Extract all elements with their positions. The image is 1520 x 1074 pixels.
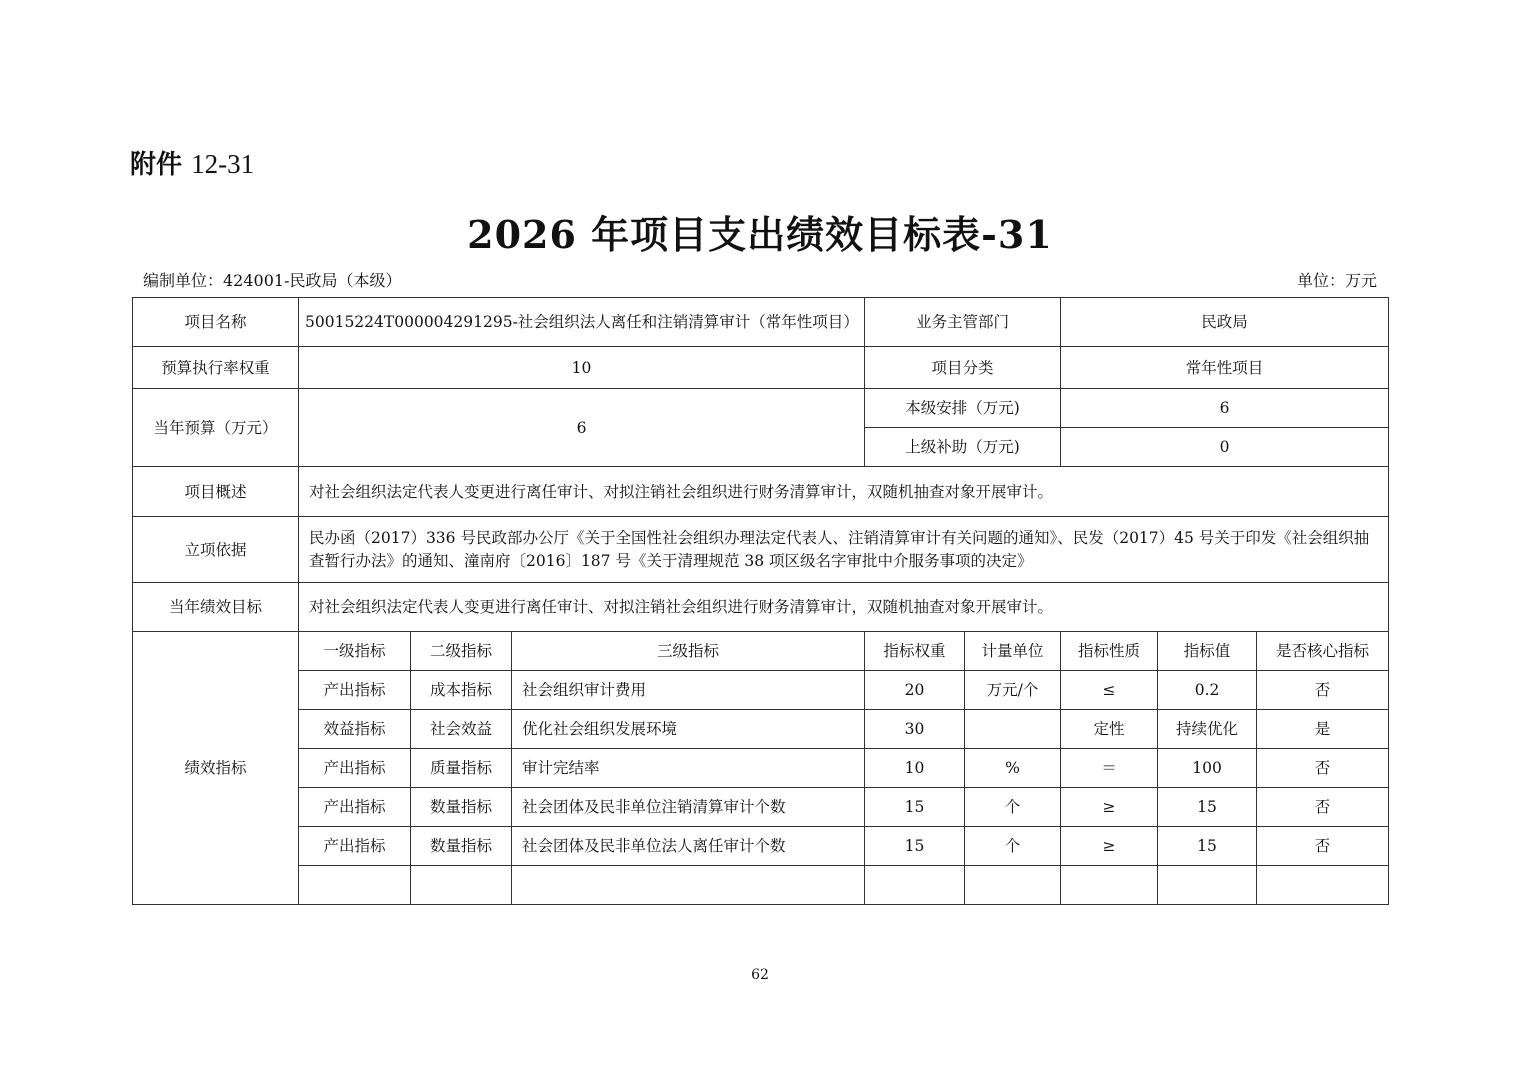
cell-level2: 社会效益 — [411, 710, 512, 749]
cell-core — [1257, 866, 1389, 905]
header-level2: 二级指标 — [411, 632, 512, 671]
cell-level1: 产出指标 — [299, 749, 411, 788]
cell-level1: 效益指标 — [299, 710, 411, 749]
cell-unit: 个 — [965, 827, 1061, 866]
cell-value: 持续优化 — [1158, 710, 1257, 749]
page-title: 2026 年项目支出绩效目标表-31 — [467, 212, 1053, 257]
cell-nature: ＝ — [1061, 749, 1158, 788]
weight-value: 10 — [299, 347, 865, 389]
cell-value: 15 — [1158, 788, 1257, 827]
cell-level2: 数量指标 — [411, 788, 512, 827]
page-number: 62 — [751, 967, 769, 983]
performance-table — [132, 297, 1389, 905]
table-row — [133, 710, 1389, 749]
local-label: 本级安排（万元) — [865, 389, 1061, 428]
cell-level3 — [512, 866, 865, 905]
indicator-header-row — [133, 632, 1389, 671]
attachment-number: 12-31 — [191, 149, 255, 179]
cell-level3: 社会组织审计费用 — [512, 671, 865, 710]
cell-core: 否 — [1257, 827, 1389, 866]
cell-level3: 审计完结率 — [512, 749, 865, 788]
cell-unit: 万元/个 — [965, 671, 1061, 710]
cell-core: 否 — [1257, 788, 1389, 827]
cell-level2 — [411, 866, 512, 905]
cell-weight: 20 — [865, 671, 965, 710]
header-weight: 指标权重 — [865, 632, 965, 671]
cell-nature: 定性 — [1061, 710, 1158, 749]
cell-level3: 优化社会组织发展环境 — [512, 710, 865, 749]
cell-unit — [965, 866, 1061, 905]
table-row — [133, 749, 1389, 788]
goal-value: 对社会组织法定代表人变更进行离任审计、对拟注销社会组织进行财务清算审计，双随机抽查对象开展审计。 — [299, 583, 1389, 632]
upper-label: 上级补助（万元) — [865, 428, 1061, 467]
cell-level1: 产出指标 — [299, 827, 411, 866]
header-level1: 一级指标 — [299, 632, 411, 671]
cell-level3: 社会团体及民非单位注销清算审计个数 — [512, 788, 865, 827]
cell-nature: ≤ — [1061, 671, 1158, 710]
dept-label: 业务主管部门 — [865, 298, 1061, 347]
cell-weight: 30 — [865, 710, 965, 749]
goal-label: 当年绩效目标 — [133, 583, 299, 632]
attachment-prefix: 附件 — [130, 150, 183, 180]
local-value: 6 — [1061, 389, 1389, 428]
cell-level1 — [299, 866, 411, 905]
row-project-name — [133, 298, 1389, 347]
cell-weight — [865, 866, 965, 905]
cell-nature: ≥ — [1061, 827, 1158, 866]
cell-level1: 产出指标 — [299, 671, 411, 710]
cell-level2: 质量指标 — [411, 749, 512, 788]
cell-value: 100 — [1158, 749, 1257, 788]
cell-core: 否 — [1257, 671, 1389, 710]
unit-label: 单位：万元 — [1296, 271, 1377, 290]
dept-value: 民政局 — [1061, 298, 1389, 347]
project-name-value: 50015224T000004291295-社会组织法人离任和注销清算审计（常年性项目） — [299, 298, 865, 347]
cell-level3: 社会团体及民非单位法人离任审计个数 — [512, 827, 865, 866]
cell-unit: 个 — [965, 788, 1061, 827]
category-label: 项目分类 — [865, 347, 1061, 389]
cell-value — [1158, 866, 1257, 905]
header-core: 是否核心指标 — [1257, 632, 1389, 671]
basis-label: 立项依据 — [133, 517, 299, 583]
row-budget — [133, 389, 1389, 428]
cell-level2: 成本指标 — [411, 671, 512, 710]
cell-level1: 产出指标 — [299, 788, 411, 827]
cell-level2: 数量指标 — [411, 827, 512, 866]
category-value: 常年性项目 — [1061, 347, 1389, 389]
table-row — [133, 827, 1389, 866]
header-nature: 指标性质 — [1061, 632, 1158, 671]
cell-weight: 10 — [865, 749, 965, 788]
cell-unit — [965, 710, 1061, 749]
overview-value: 对社会组织法定代表人变更进行离任审计、对拟注销社会组织进行财务清算审计，双随机抽查对象开展审计。 — [299, 467, 1389, 517]
project-name-label: 项目名称 — [133, 298, 299, 347]
weight-label: 预算执行率权重 — [133, 347, 299, 389]
cell-value: 0.2 — [1158, 671, 1257, 710]
header-level3: 三级指标 — [512, 632, 865, 671]
row-weight — [133, 347, 1389, 389]
table-row-empty — [133, 866, 1389, 905]
cell-nature — [1061, 866, 1158, 905]
header-value: 指标值 — [1158, 632, 1257, 671]
indicators-section-label: 绩效指标 — [133, 632, 299, 905]
budget-label: 当年预算（万元） — [133, 389, 299, 467]
attachment-label — [130, 144, 254, 181]
cell-core: 是 — [1257, 710, 1389, 749]
cell-core: 否 — [1257, 749, 1389, 788]
cell-value: 15 — [1158, 827, 1257, 866]
compiling-unit: 编制单位：424001-民政局（本级） — [143, 271, 402, 290]
header-unit: 计量单位 — [965, 632, 1061, 671]
table-row — [133, 671, 1389, 710]
overview-label: 项目概述 — [133, 467, 299, 517]
cell-weight: 15 — [865, 788, 965, 827]
basis-value: 民办函（2017）336 号民政部办公厅《关于全国性社会组织办理法定代表人、注销清算审计有关问题的通知》、民发（2017）45 号关于印发《社会组织抽查暂行办法》的通知、潼南府〔2016〕187 号《关于清理规范 38 项区级名字审批中介服务事项的决定》 — [299, 517, 1389, 583]
row-goal — [133, 583, 1389, 632]
table-row — [133, 788, 1389, 827]
cell-unit: % — [965, 749, 1061, 788]
cell-weight: 15 — [865, 827, 965, 866]
budget-value: 6 — [299, 389, 865, 467]
row-overview — [133, 467, 1389, 517]
cell-nature: ≥ — [1061, 788, 1158, 827]
row-basis — [133, 517, 1389, 583]
upper-value: 0 — [1061, 428, 1389, 467]
